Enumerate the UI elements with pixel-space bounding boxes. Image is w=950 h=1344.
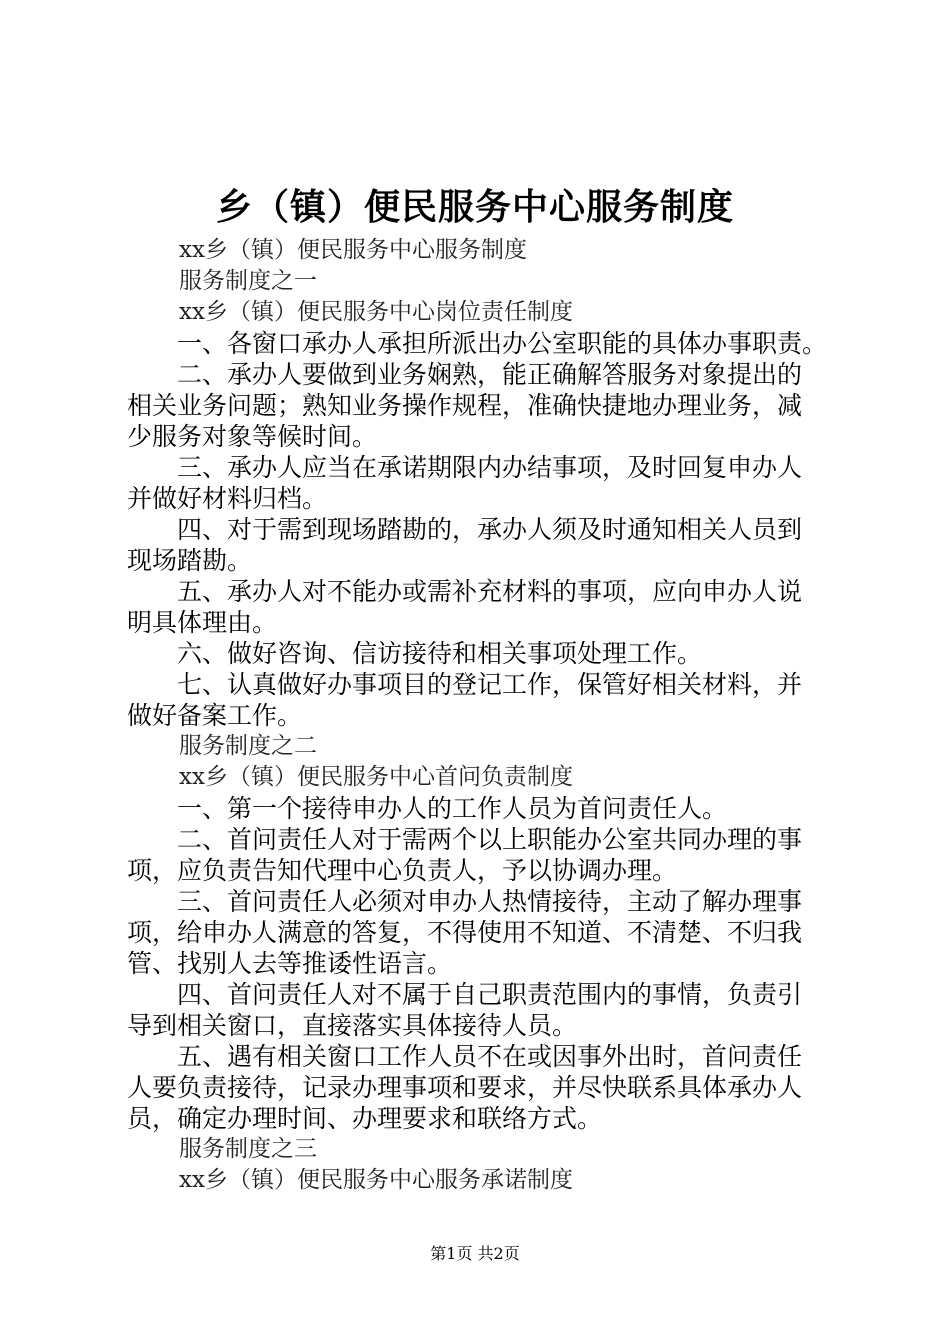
section-heading-line: xx乡（镇）便民服务中心首问负责制度 [179, 764, 573, 790]
paragraph-line: 二、承办人要做到业务娴熟，能正确解答服务对象提出的 [177, 360, 803, 389]
paragraph-line: 现场踏勘。 [127, 546, 253, 575]
section-heading-line: xx乡（镇）便民服务中心岗位责任制度 [179, 299, 573, 325]
paragraph-line: 相关业务问题；熟知业务操作规程，准确快捷地办理业务，减 [127, 391, 803, 420]
paragraph-line: 五、遇有相关窗口工作人员不在或因事外出时，首问责任 [177, 1042, 803, 1071]
section-heading-line: 服务制度之一 [179, 268, 317, 294]
paragraph-line: 项，应负责告知代理中心负责人，予以协调办理。 [127, 856, 678, 885]
paragraph-line: 并做好材料归档。 [127, 484, 328, 513]
paragraph-line: 明具体理由。 [127, 608, 278, 637]
paragraph-line: 导到相关窗口，直接落实具体接待人员。 [127, 1011, 578, 1040]
paragraph-line: 一、第一个接待申办人的工作人员为首问责任人。 [177, 794, 728, 823]
paragraph-line: 项，给申办人满意的答复，不得使用不知道、不清楚、不归我 [127, 918, 803, 947]
paragraph-line: 人要负责接待，记录办理事项和要求，并尽快联系具体承办人 [127, 1073, 803, 1102]
section-heading-line: xx乡（镇）便民服务中心服务制度 [179, 237, 527, 263]
paragraph-line: 三、首问责任人必须对申办人热情接待，主动了解办理事 [177, 887, 803, 916]
paragraph-line: 一、各窗口承办人承担所派出办公室职能的具体办事职责。 [177, 329, 828, 358]
document-title: 乡（镇）便民服务中心服务制度 [215, 187, 734, 228]
paragraph-line: 三、承办人应当在承诺期限内办结事项，及时回复申办人 [177, 453, 803, 482]
paragraph-line: 做好备案工作。 [127, 701, 303, 730]
section-heading-line: 服务制度之三 [179, 1136, 317, 1162]
paragraph-line: 少服务对象等候时间。 [127, 422, 378, 451]
document-body [127, 235, 833, 1196]
paragraph-line: 六、做好咨询、信访接待和相关事项处理工作。 [177, 639, 703, 668]
paragraph-line: 五、承办人对不能办或需补充材料的事项，应向申办人说 [177, 577, 803, 606]
paragraph-line: 管、找别人去等推诿性语言。 [127, 949, 453, 978]
section-heading-line: 服务制度之二 [179, 733, 317, 759]
paragraph-line: 四、首问责任人对不属于自己职责范围内的事情，负责引 [177, 980, 803, 1009]
section-heading-line: xx乡（镇）便民服务中心服务承诺制度 [179, 1167, 573, 1193]
paragraph-line: 四、对于需到现场踏勘的，承办人须及时通知相关人员到 [177, 515, 803, 544]
paragraph-line: 二、首问责任人对于需两个以上职能办公室共同办理的事 [177, 825, 803, 854]
paragraph-line: 七、认真做好办事项目的登记工作，保管好相关材料，并 [177, 670, 803, 699]
paragraph-line: 员，确定办理时间、办理要求和联络方式。 [127, 1104, 603, 1133]
page-footer: 第1页 共2页 [430, 1244, 520, 1263]
